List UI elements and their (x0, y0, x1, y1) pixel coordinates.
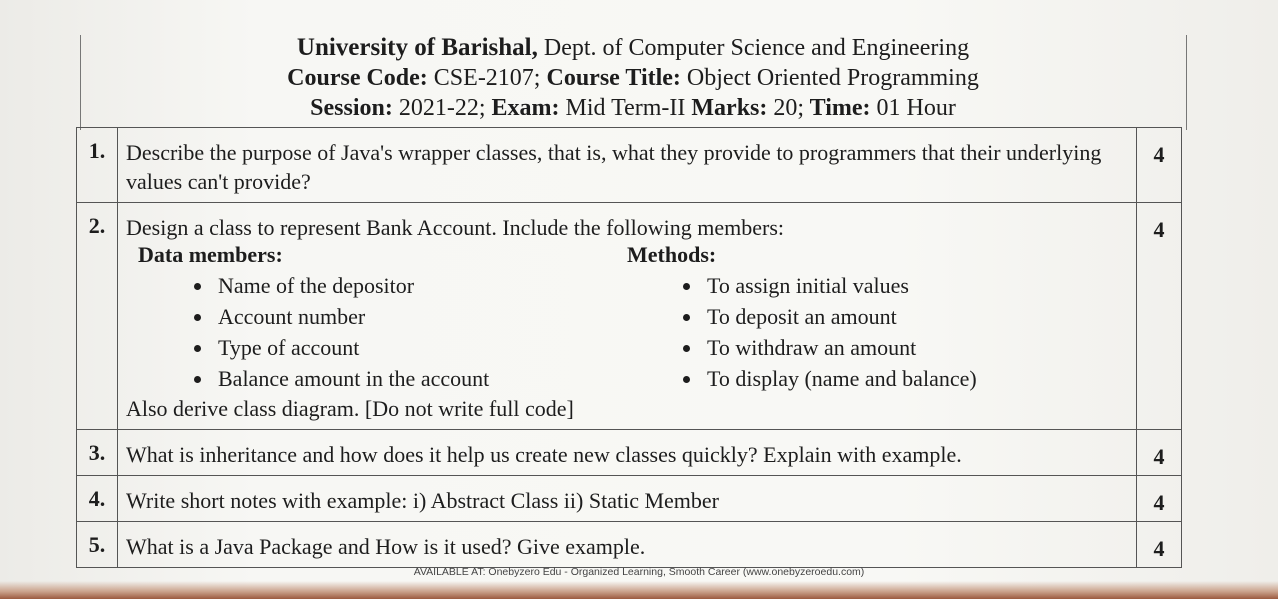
course-title: Object Oriented Programming (680, 65, 979, 91)
course-code: CSE-2107; (427, 65, 541, 91)
question-row (77, 128, 1182, 203)
question-text: Describe the purpose of Java's wrapper classes, that is, what they provide to programmers that their underlying values can't provide? (118, 128, 1137, 203)
course-title-label: Course Title: (540, 65, 681, 91)
exam-value: Mid Term-II (559, 95, 686, 121)
session-value: 2021-22; (392, 95, 486, 121)
list-item: • Name of the depositor (214, 270, 627, 301)
exam-header (80, 33, 1186, 123)
list-item: • To display (name and balance) (703, 363, 1128, 394)
question-note: Also derive class diagram. [Do not write full code] (126, 396, 574, 421)
sheet-border (1186, 35, 1187, 130)
methods-column (627, 242, 1128, 394)
question-text-block (118, 203, 1137, 430)
methods-list (627, 270, 1128, 394)
question-text: What is inheritance and how does it help us create new classes quickly? Explain with example. (118, 430, 1137, 476)
university-name: University of Barishal, (296, 34, 538, 61)
course-code-label: Course Code: (287, 65, 428, 91)
question-text: Design a class to represent Bank Account. Include the following members: (126, 215, 784, 240)
question-text: Write short notes with example: i) Abstract Class ii) Static Member (118, 476, 1137, 522)
course-line (80, 63, 1186, 93)
question-number: 1. (77, 128, 118, 203)
list-item: • Balance amount in the account (214, 363, 627, 394)
watermark-footer: AVAILABLE AT: Onebyzero Edu - Organized Learning, Smooth Career (www.onebyzeroedu.com) (413, 566, 865, 578)
question-number: 5. (77, 522, 118, 568)
session-label: Session: (310, 95, 393, 121)
members-columns (126, 242, 1128, 394)
list-item: • Type of account (214, 332, 627, 363)
question-marks: 4 (1137, 128, 1182, 203)
question-marks: 4 (1137, 476, 1182, 522)
question-row (77, 522, 1182, 568)
marks-label: Marks: (685, 95, 768, 121)
data-members-heading: Data members: (138, 242, 283, 267)
department-name: Dept. of Computer Science and Engineering (537, 35, 970, 61)
list-item: • To assign initial values (703, 270, 1128, 301)
question-row (77, 476, 1182, 522)
data-members-list (126, 270, 627, 394)
exam-label: Exam: (485, 95, 560, 121)
question-number: 2. (77, 203, 118, 430)
list-item: • To deposit an amount (703, 301, 1128, 332)
questions-table (76, 127, 1182, 568)
question-row (77, 203, 1182, 430)
table-surface-edge (0, 581, 1278, 599)
time-label: Time: (804, 95, 871, 121)
question-number: 3. (77, 430, 118, 476)
list-item: • To withdraw an amount (703, 332, 1128, 363)
question-row (77, 430, 1182, 476)
list-item: • Account number (214, 301, 627, 332)
question-number: 4. (77, 476, 118, 522)
university-line (80, 33, 1186, 63)
time-value: 01 Hour (870, 95, 956, 121)
question-marks: 4 (1137, 522, 1182, 568)
question-marks: 4 (1137, 430, 1182, 476)
question-marks: 4 (1137, 203, 1182, 430)
data-members-column (126, 242, 627, 394)
question-text: What is a Java Package and How is it used? Give example. (118, 522, 1137, 568)
session-line (80, 93, 1186, 123)
methods-heading: Methods: (627, 242, 717, 267)
marks-value: 20; (767, 95, 805, 121)
